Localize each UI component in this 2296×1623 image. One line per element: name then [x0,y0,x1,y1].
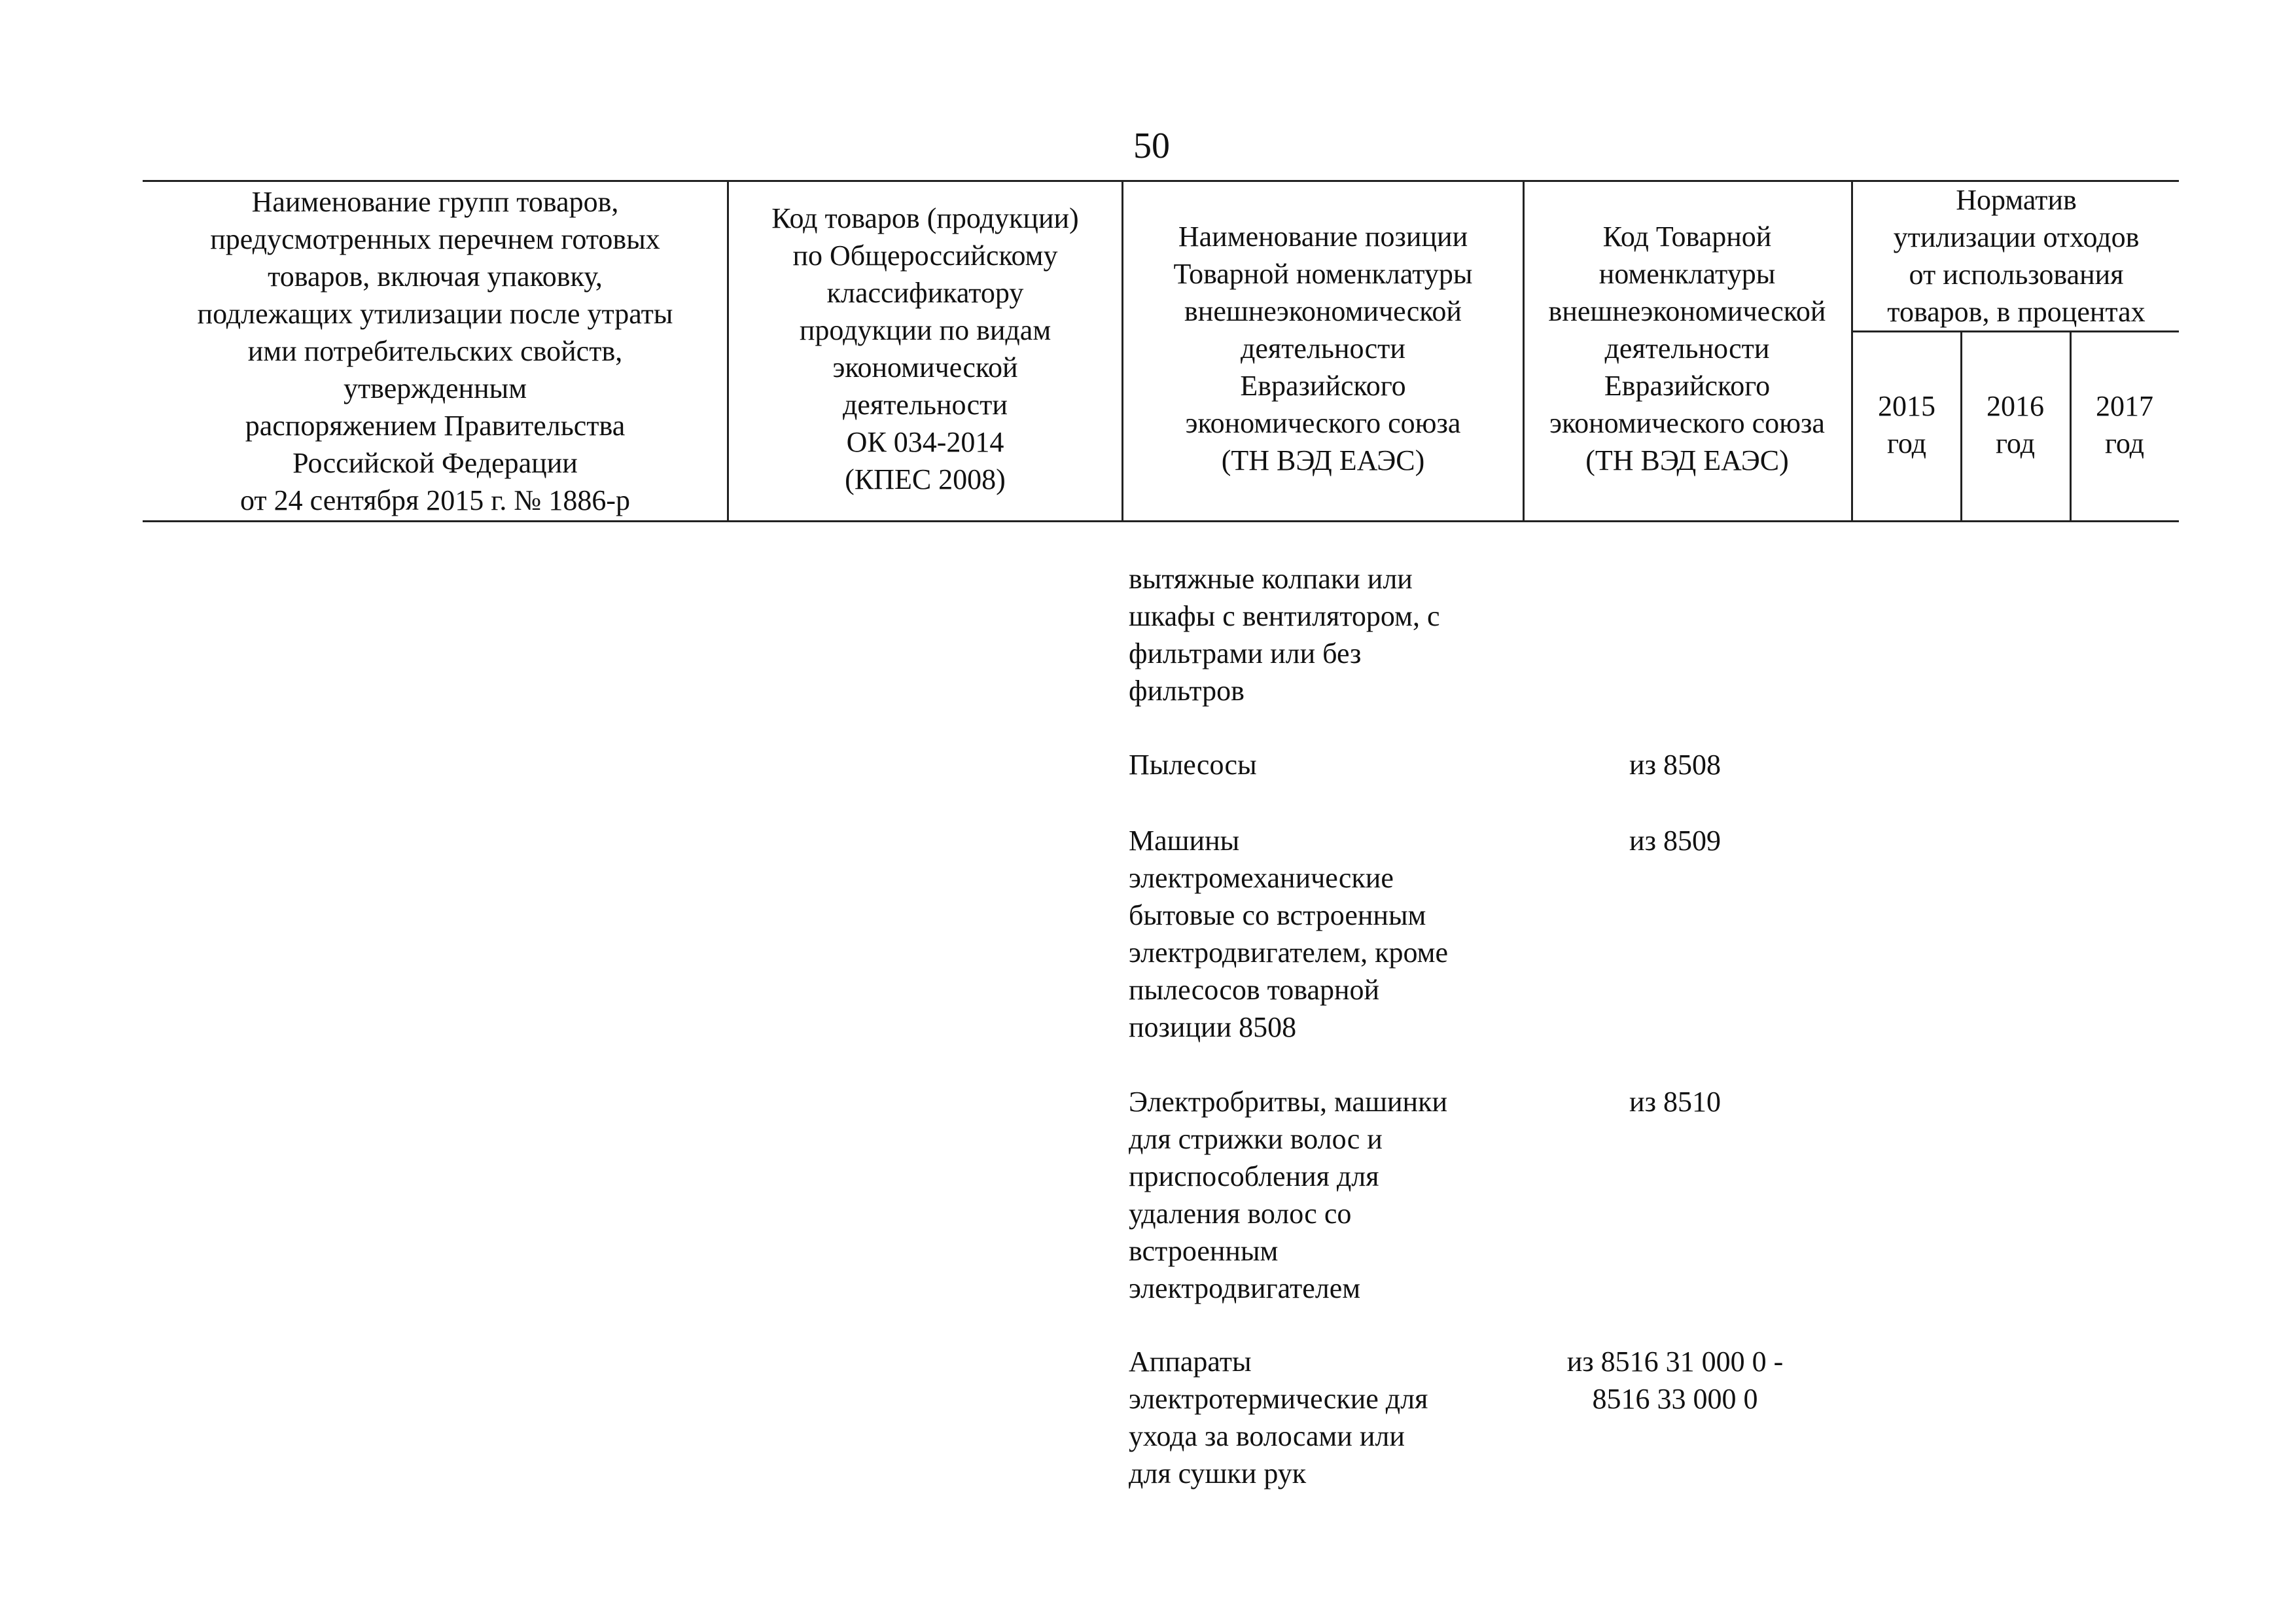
row-name-shavers: Электробритвы, машинки для стрижки волос и приспособления для удаления волос со встроенным электродвигателем [1129,1086,1447,1304]
col-divider-1 [727,180,729,522]
row-name-vacuum-cleaners: Пылесосы [1129,749,1257,781]
header-tnved-name: Наименование позиции Товарной номенклатуры внешнеэкономической деятельности Евразийского экономического союза (ТН ВЭД ЕАЭС) [1173,221,1473,476]
row-name-hoods: вытяжные колпаки или шкафы с вентилятором, с фильтрами или без фильтров [1129,563,1440,707]
header-year-2017: 2017 год [2096,390,2153,459]
row-code-electromechanical-machines: из 8509 [1629,825,1721,857]
header-norm: Норматив утилизации отходов от использования товаров, в процентах [1887,184,2146,328]
row-code-shavers: из 8510 [1629,1086,1721,1118]
header-tnved-code: Код Товарной номенклатуры внешнеэкономической деятельности Евразийского экономического союза (ТН ВЭД ЕАЭС) [1548,221,1826,476]
row-code-vacuum-cleaners: из 8508 [1629,749,1721,781]
row-code-hair-dryers: из 8516 31 000 0 - 8516 33 000 0 [1566,1346,1784,1415]
page-number: 50 [1133,126,1170,166]
col-divider-4 [1851,180,1853,522]
col-divider-2 [1122,180,1123,522]
header-years-rule [1852,330,2179,332]
header-okpd-code: Код товаров (продукции) по Общероссийскому классификатору продукции по видам экономической деятельности ОК 034-2014 (КПЕС 2008) [771,202,1079,495]
row-name-hair-dryers: Аппараты электротермические для ухода за волосами или для сушки рук [1129,1346,1428,1489]
row-name-electromechanical-machines: Машины электромеханические бытовые со встроенным электродвигателем, кроме пылесосов товарной позиции 8508 [1129,825,1449,1043]
header-bottom-rule [143,520,2179,522]
header-year-2016: 2016 год [1987,390,2044,459]
header-group-name: Наименование групп товаров, предусмотренных перечнем готовых товаров, включая упаковку, подлежащих утилизации после утраты ими потребительских свойств, утвержденным распоряжением Правительства Российской Федерации от 24 сентября 2015 г. № 1886-р [197,186,673,516]
header-year-2015: 2015 год [1878,390,1935,459]
